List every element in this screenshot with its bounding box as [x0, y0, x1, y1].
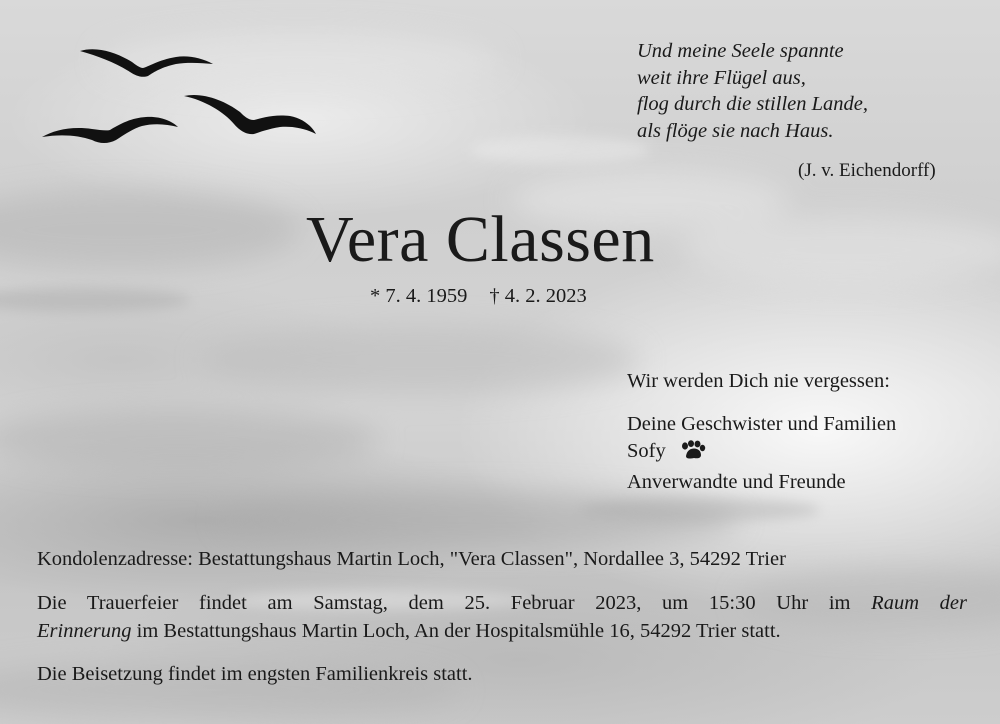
poem-line: als flöge sie nach Haus. — [637, 119, 834, 142]
ceremony-text: Die Trauerfeier findet am Samstag, dem 25. Februar 2023, um 15:30 Uhr im — [37, 592, 851, 614]
mourners-pet-name: Sofy — [627, 440, 666, 462]
ceremony-venue-italic: Erinnerung — [37, 619, 132, 642]
ceremony-line-2 — [37, 618, 967, 646]
burial-note: Die Beisetzung findet im engsten Familienkreis statt. — [37, 663, 473, 685]
birth-date: * 7. 4. 1959 — [370, 285, 468, 307]
paw-icon — [678, 440, 706, 469]
mourners-intro: Wir werden Dich nie vergessen: — [627, 370, 890, 392]
poem-author: (J. v. Eichendorff) — [798, 160, 936, 181]
death-date: † 4. 2. 2023 — [489, 285, 587, 307]
poem-line: Und meine Seele spannte — [637, 40, 844, 62]
funeral-ceremony-text — [37, 590, 967, 645]
poem-quote — [637, 38, 967, 144]
poem-line: weit ihre Flügel aus, — [637, 66, 806, 89]
deceased-name: Vera Classen — [306, 203, 655, 276]
flying-birds-icon — [36, 38, 326, 153]
ceremony-line-1 — [37, 590, 967, 618]
mourners-line: Anverwandte und Freunde — [627, 470, 846, 493]
life-dates — [370, 285, 587, 308]
mourners-block — [627, 368, 896, 496]
mourners-line-pet — [627, 438, 896, 469]
ceremony-venue-italic: Raum der — [871, 592, 968, 614]
mourners-line: Deine Geschwister und Familien — [627, 412, 897, 435]
condolence-address: Kondolenzadresse: Bestattungshaus Martin Loch, "Vera Classen", Nordallee 3, 54292 Trier — [37, 548, 786, 570]
poem-line: flog durch die stillen Lande, — [637, 93, 868, 115]
ceremony-text: im Bestattungshaus Martin Loch, An der Hospitalsmühle 16, 54292 Trier statt. — [136, 619, 781, 642]
